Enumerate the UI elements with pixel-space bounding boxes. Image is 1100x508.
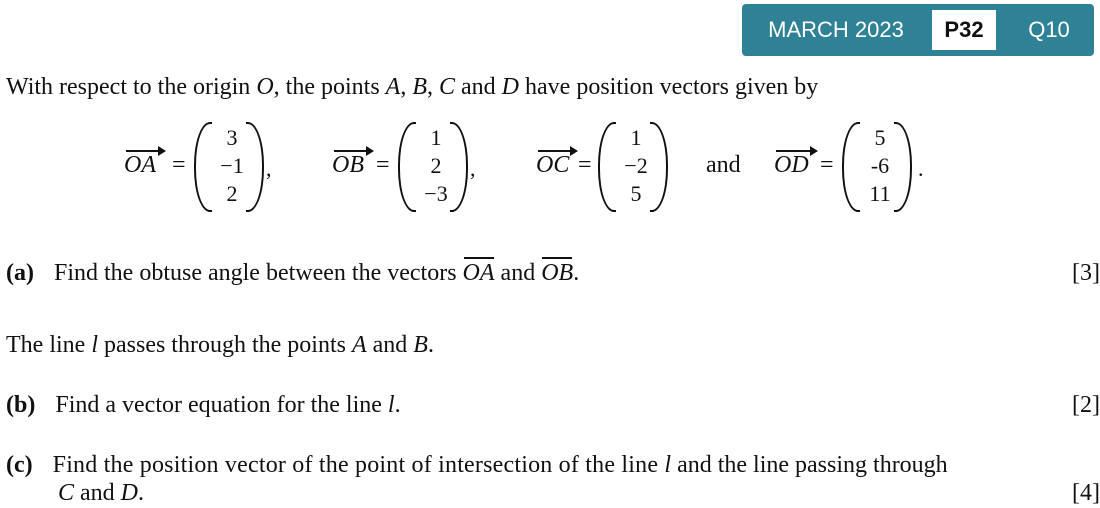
vector-punct: , xyxy=(470,156,476,181)
equals-sign: = xyxy=(820,152,834,178)
equals-sign: = xyxy=(172,152,186,178)
vector-ob xyxy=(332,120,482,212)
badge-date: MARCH 2023 xyxy=(768,17,904,42)
right-paren xyxy=(450,122,468,212)
vector-oa-ref: OA xyxy=(463,260,495,287)
vector-ob-ref: OB xyxy=(541,260,573,287)
vector-name: OC xyxy=(536,152,570,178)
part-b: (b) Find a vector equation for the line l. [2] xyxy=(6,392,1100,418)
component-x: 1 xyxy=(630,125,642,150)
part-c-line2: C and D. [4] xyxy=(58,480,1100,506)
component-x: 3 xyxy=(226,125,238,150)
part-a: (a) Find the obtuse angle between the vectors OA and OB. [3] xyxy=(6,260,1100,290)
question-badge xyxy=(742,4,1094,56)
part-label: (a) xyxy=(6,260,34,286)
component-z: 11 xyxy=(869,181,891,206)
right-paren xyxy=(246,122,264,212)
marks-a: [3] xyxy=(1072,260,1100,286)
right-paren xyxy=(894,122,912,212)
left-paren xyxy=(194,122,212,212)
component-x: 1 xyxy=(430,125,442,150)
vector-oc xyxy=(536,120,686,212)
vector-od xyxy=(774,120,924,212)
part-c: (c) Find the position vector of the point of intersection of the line l and the line passing through xyxy=(6,452,948,478)
part-label: (b) xyxy=(6,392,36,418)
left-paren xyxy=(842,122,860,212)
part-label: (c) xyxy=(6,452,33,478)
component-y: -6 xyxy=(870,153,890,178)
left-paren xyxy=(598,122,616,212)
component-z: 2 xyxy=(226,181,238,206)
marks-c: [4] xyxy=(1072,480,1100,506)
marks-b: [2] xyxy=(1072,392,1100,418)
and-word: and xyxy=(706,152,741,178)
vector-name: OB xyxy=(332,152,364,178)
badge-question: Q10 xyxy=(1028,17,1070,42)
component-y: 2 xyxy=(430,153,442,178)
component-x: 5 xyxy=(874,125,886,150)
right-paren xyxy=(650,122,668,212)
component-z: 5 xyxy=(630,181,642,206)
component-y: −2 xyxy=(624,153,648,178)
vector-punct: , xyxy=(266,156,272,181)
component-z: −3 xyxy=(424,181,448,206)
vector-name: OA xyxy=(124,152,156,178)
component-y: −1 xyxy=(220,153,244,178)
vector-name: OD xyxy=(774,152,809,178)
line-intro: The line l passes through the points A and B. xyxy=(6,332,434,358)
badge-paper: P32 xyxy=(932,10,996,50)
equals-sign: = xyxy=(376,152,390,178)
left-paren xyxy=(398,122,416,212)
intro-text: With respect to the origin O, the points A, B, C and D have position vectors given by xyxy=(6,74,819,100)
equals-sign: = xyxy=(578,152,592,178)
vector-punct: . xyxy=(918,156,924,181)
vector-oa xyxy=(124,120,274,212)
